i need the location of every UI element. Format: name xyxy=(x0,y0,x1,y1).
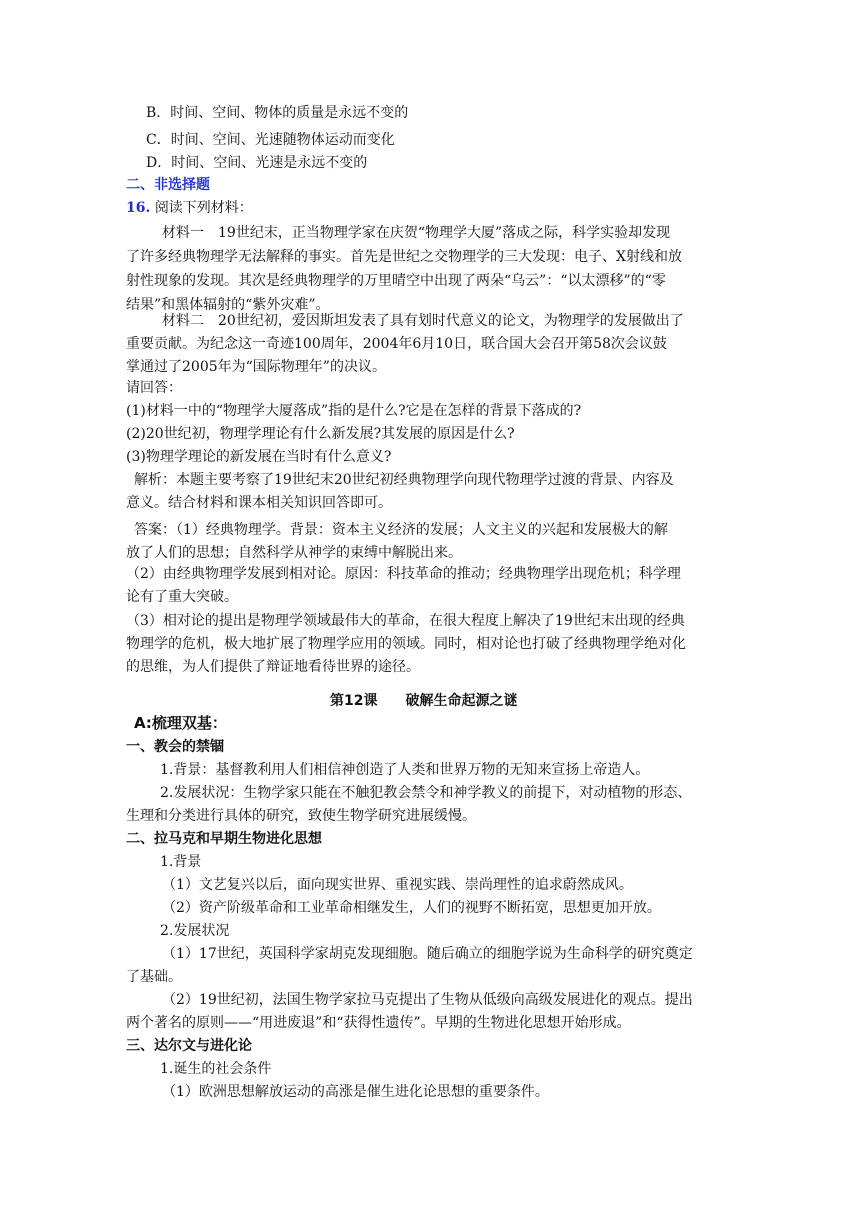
lamarck-development-2-line: 两个著名的原则——“用进废退”和“获得性遗传”。早期的生物进化思想开始形成。 xyxy=(126,1015,631,1031)
church-background: 1.背景：基督教利用人们相信神创造了人类和世界万物的无知来宣扬上帝造人。 xyxy=(160,762,650,778)
answer-1-line: 放了人们的思想；自然科学从神学的束缚中解脱出来。 xyxy=(126,545,462,561)
material-1-line: 射性现象的发现。其次是经典物理学的万里晴空中出现了两朵“乌云”：“以太漂移”的“零 xyxy=(126,273,666,289)
answer-3-line: （3）相对论的提出是物理学领域最伟大的革命，在很大程度上解决了19世纪末出现的经典 xyxy=(126,613,685,629)
section-heading-non-choice: 二、非选择题 xyxy=(126,177,210,193)
question-number: 16. xyxy=(126,200,151,216)
lesson-title: 第12课 破解生命起源之谜 xyxy=(330,693,518,709)
answer-2-line: （2）由经典物理学发展到相对论。原因：科技革命的推动；经典物理学出现危机；科学理 xyxy=(126,566,681,582)
lamarck-background-1: （1）文艺复兴以后，面向现实世界、重视实践、崇尚理性的追求蔚然成风。 xyxy=(162,877,633,893)
section-heading-lamarck: 二、拉马克和早期生物进化思想 xyxy=(126,831,322,847)
church-development-line: 2.发展状况：生物学家只能在不触犯教会禁令和神学教义的前提下，对动植物的形态、 xyxy=(160,785,692,801)
subsection-title: A:梳理双基： xyxy=(134,714,227,732)
darwin-conditions-label: 1.诞生的社会条件 xyxy=(160,1061,272,1077)
material-1-line: 了许多经典物理学无法解释的事实。首先是世纪之交物理学的三大发现：电子、X射线和放 xyxy=(126,249,682,265)
church-development-line: 生理和分类进行具体的研究，致使生物学研究进展缓慢。 xyxy=(126,808,476,824)
material-1-line: 材料一 19世纪末，正当物理学家在庆贺“物理学大厦”落成之际，科学实验却发现 xyxy=(162,225,671,241)
answer-3-line: 的思维，为人们提供了辩证地看待世界的途径。 xyxy=(126,659,420,675)
answer-3-line: 物理学的危机，极大地扩展了物理学应用的领域。同时，相对论也打破了经典物理学绝对化 xyxy=(126,636,686,652)
option-d: D．时间、空间、光速是永远不变的 xyxy=(146,155,368,171)
darwin-condition-1: （1）欧洲思想解放运动的高涨是催生进化论思想的重要条件。 xyxy=(162,1084,549,1100)
material-1-line: 结果”和黑体辐射的“紫外灾难”。 xyxy=(126,297,330,313)
answer-2-line: 论有了重大突破。 xyxy=(126,589,238,605)
question-16 xyxy=(126,197,253,219)
section-heading-church: 一、教会的禁锢 xyxy=(126,739,224,755)
material-2-line: 重要贡献。为纪念这一奇迹100周年，2004年6月10日，联合国大会召开第58次会议鼓 xyxy=(126,336,667,352)
answer-prompt: 请回答： xyxy=(126,380,182,396)
option-c: C．时间、空间、光速随物体运动而变化 xyxy=(146,132,395,148)
question-text: 阅读下列材料： xyxy=(154,200,253,216)
analysis-line: 解析：本题主要考察了19世纪末20世纪初经典物理学向现代物理学过渡的背景、内容及 xyxy=(134,472,674,488)
lamarck-development-1-line: （1）17世纪，英国科学家胡克发现细胞。随后确立的细胞学说为生命科学的研究奠定 xyxy=(162,946,693,962)
answer-1-line: 答案：（1）经典物理学。背景：资本主义经济的发展；人文主义的兴起和发展极大的解 xyxy=(134,522,668,538)
lamarck-background-label: 1.背景 xyxy=(160,854,202,870)
sub-question-2: (2)20世纪初，物理学理论有什么新发展?其发展的原因是什么? xyxy=(126,426,515,442)
analysis-line: 意义。结合材料和课本相关知识回答即可。 xyxy=(126,495,392,511)
sub-question-3: (3)物理学理论的新发展在当时有什么意义? xyxy=(126,449,392,465)
material-2-line: 材料二 20世纪初，爱因斯坦发表了具有划时代意义的论文，为物理学的发展做出了 xyxy=(162,313,684,329)
section-heading-darwin: 三、达尔文与进化论 xyxy=(126,1038,252,1054)
lamarck-development-2-line: （2）19世纪初，法国生物学家拉马克提出了生物从低级向高级发展进化的观点。提出 xyxy=(162,992,693,1008)
sub-question-1: (1)材料一中的“物理学大厦落成”指的是什么?它是在怎样的背景下落成的? xyxy=(126,403,582,419)
option-b: B．时间、空间、物体的质量是永远不变的 xyxy=(146,105,409,121)
lamarck-development-1-line: 了基础。 xyxy=(126,969,182,985)
material-2-line: 掌通过了2005年为“国际物理年”的决议。 xyxy=(126,359,386,375)
lamarck-development-label: 2.发展状况 xyxy=(160,923,230,939)
lamarck-background-2: （2）资产阶级革命和工业革命相继发生，人们的视野不断拓宽，思想更加开放。 xyxy=(162,900,661,916)
